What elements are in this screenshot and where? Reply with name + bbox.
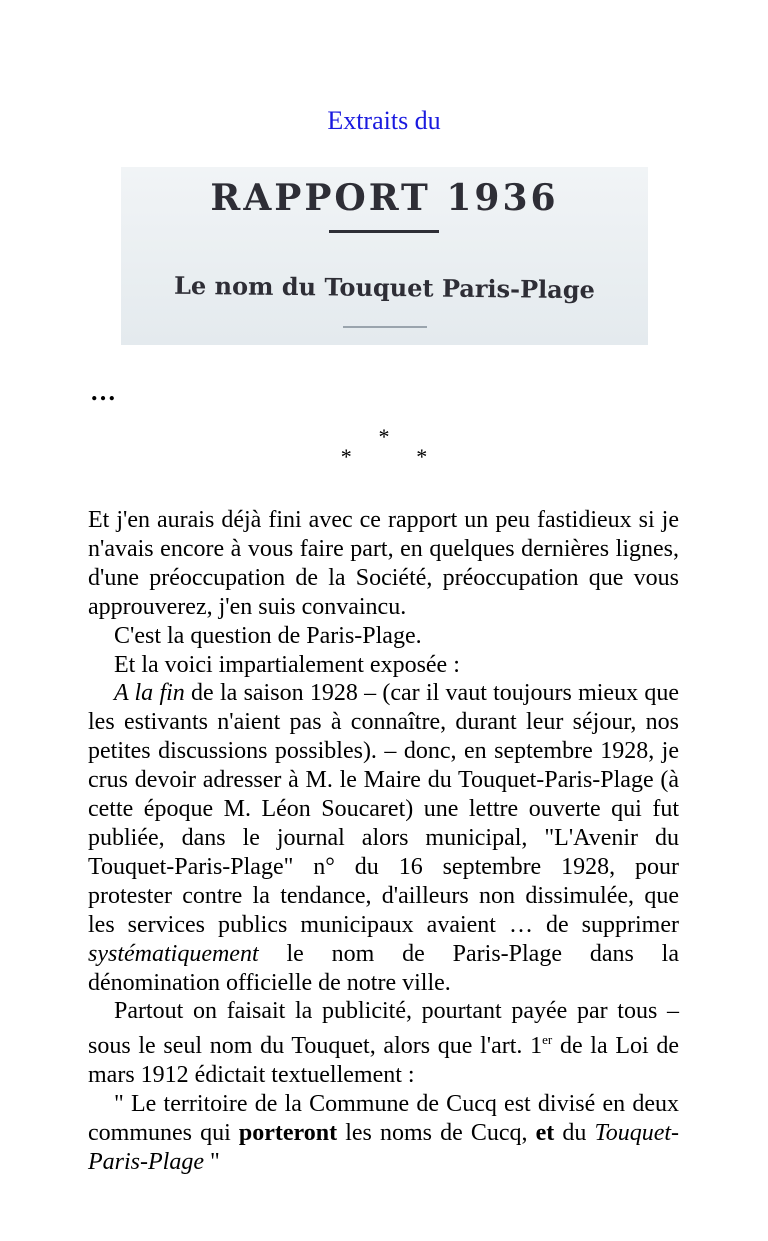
paragraph-6-text-b: les noms de Cucq,: [337, 1120, 536, 1147]
clipping-divider-small: [343, 326, 427, 328]
paragraph-6-italic: Touquet-Paris-Plage: [88, 1120, 680, 1175]
clipping-divider: [329, 230, 439, 233]
paragraph-4-text-b: le nom de Paris-Plage dans la dénomination officielle de notre ville.: [88, 940, 679, 996]
paragraph-5: [88, 997, 679, 1090]
paragraph-5-text-b: de la Loi de mars 1912 édictait textuellement :: [88, 1033, 680, 1089]
paragraph-4-italic: A la fin: [114, 680, 185, 707]
clipping-subtitle: Le nom du Touquet Paris-Plage: [173, 270, 596, 305]
paragraph-5-superscript: er: [542, 1032, 553, 1048]
paragraph-6-text-a: " Le territoire de la Commune de Cucq est divisé en deux communes qui: [88, 1091, 679, 1147]
paragraph-4: [88, 679, 679, 997]
paragraph-5-text-a: Partout on faisait la publicité, pourtant payée par tous – sous le seul nom du Touquet, alors que l'art. 1: [88, 998, 679, 1060]
paragraph-2: C'est la question de Paris-Plage.: [114, 622, 422, 649]
paragraph-6-text-d: ": [203, 1148, 220, 1175]
ellipsis-marker: …: [90, 377, 116, 406]
asterism: [0, 424, 768, 469]
paragraph-6-bold-2: et: [535, 1120, 555, 1147]
paragraph-4-text-a: de la saison 1928 – (car il vaut toujours mieux que les estivants n'aient pas à connaître, durant leur séjour, nos petites discussions possibles). – donc, en septembre 1928, je crus devoir adresser à M. le Maire du Touquet-Paris-Plage (à cette époque M. Léon Soucaret) une lettre ouverte qui fut publiée, dans le journal alors municipal, "L'Avenir du Touquet-Paris-Plage" n° du 16 septembre 1928, pour protester contre la tendance, d'ailleurs non dissimulée, que les services publics municipaux avaient … de supprimer: [88, 680, 679, 938]
body-text: [88, 506, 679, 1177]
asterism-bottom: * *: [340, 444, 440, 469]
paragraph-3: Et la voici impartialement exposée :: [114, 651, 460, 678]
report-clipping-image: [121, 167, 648, 345]
extract-heading: Extraits du: [327, 106, 441, 135]
asterism-top: *: [378, 424, 390, 449]
paragraph-4-italic-2: systématiquement: [88, 940, 259, 967]
paragraph-6: [88, 1090, 679, 1177]
clipping-title: RAPPORT 1936: [210, 177, 559, 219]
paragraph-6-text-c: du: [554, 1120, 595, 1147]
paragraph-1: Et j'en aurais déjà fini avec ce rapport un peu fastidieux si je n'avais encore à vous faire part, en quelques dernières lignes, d'une préoccupation de la Société, préoccupation que vous approuverez, j'en suis convaincu.: [88, 507, 679, 620]
paragraph-6-bold-1: porteront: [238, 1120, 338, 1147]
